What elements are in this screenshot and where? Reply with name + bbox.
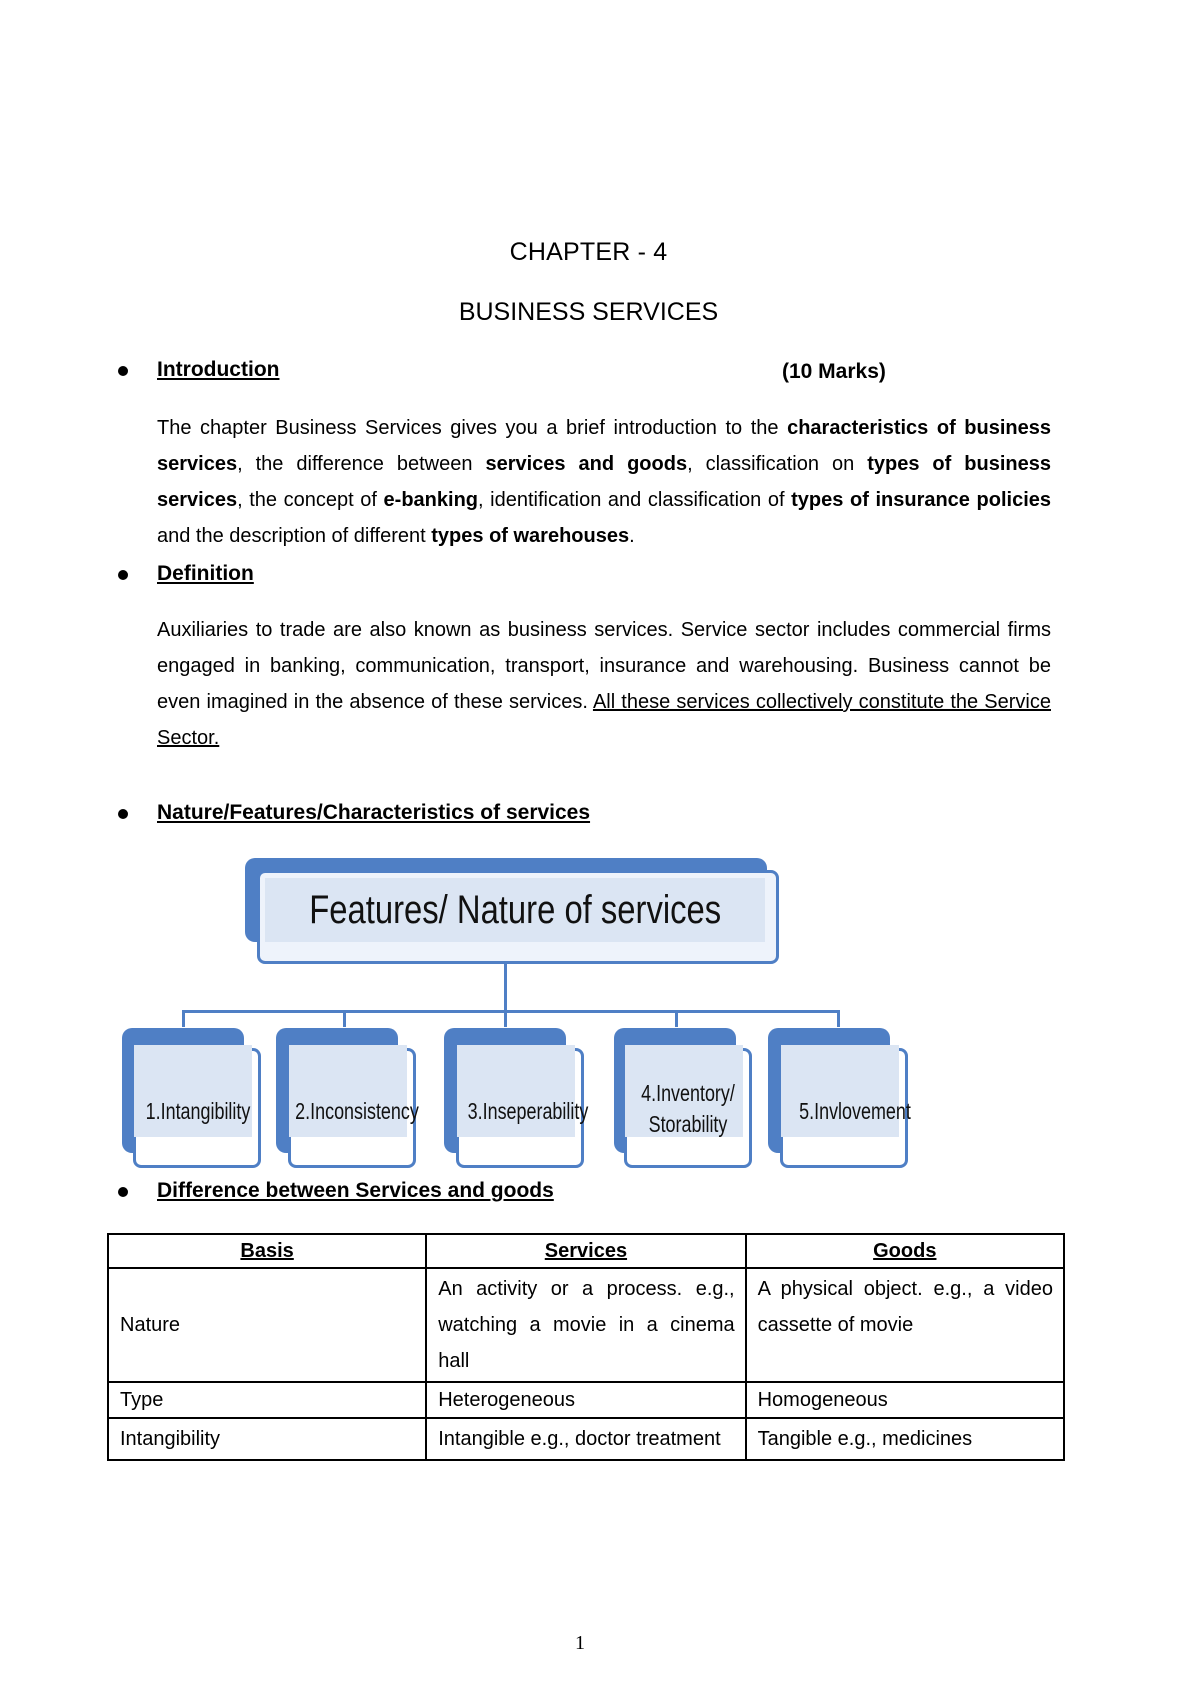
page-number: 1 (575, 1632, 585, 1654)
difference-table (107, 1233, 1065, 1461)
table-cell: A physical object. e.g., a video cassette of movie (746, 1268, 1064, 1382)
feature-label-2: 2.Inconsistency (295, 1098, 419, 1124)
connector-1 (182, 1010, 185, 1027)
table-header-goods: Goods (746, 1234, 1064, 1268)
table-cell: An activity or a process. e.g., watching a movie in a cinema hall (426, 1268, 745, 1382)
feature-label-5: 5.Invlovement (799, 1098, 911, 1124)
table-cell: Tangible e.g., medicines (746, 1418, 1064, 1460)
definition-heading: Definition (157, 562, 254, 585)
bullet-icon (118, 366, 128, 376)
table-header-row (108, 1234, 1064, 1268)
introduction-heading: Introduction (157, 358, 280, 381)
table-cell: Type (108, 1382, 426, 1418)
bullet-icon (118, 1187, 128, 1197)
connector-5 (837, 1010, 840, 1027)
connector-2 (343, 1010, 346, 1027)
table-header-services: Services (426, 1234, 745, 1268)
table-cell: Heterogeneous (426, 1382, 745, 1418)
definition-paragraph: Auxiliaries to trade are also known as business services. Service sector includes commercial firms engaged in banking, communication, transport, insurance and warehousing. Business cannot be even imagined in the absence of these services. All these services collectively constitute the Service Sector. (157, 619, 1051, 749)
chapter-title: CHAPTER - 4 (509, 238, 668, 266)
table-header-basis: Basis (108, 1234, 426, 1268)
nature-heading: Nature/Features/Characteristics of services (157, 801, 591, 824)
table-cell: Intangible e.g., doctor treatment (426, 1418, 745, 1460)
diagram-title: Features/ Nature of services (309, 887, 722, 932)
table-cell: Intangibility (108, 1418, 426, 1460)
difference-heading (132, 1179, 554, 1203)
bullet-icon (118, 809, 128, 819)
difference-heading-text: Difference between Services and goods (157, 1179, 554, 1202)
connector-4 (675, 1010, 678, 1027)
table-row (108, 1268, 1064, 1382)
connector-3 (504, 1010, 507, 1027)
diagram-title-wrap (265, 878, 765, 942)
connector-bar (182, 1010, 840, 1013)
table-row (108, 1418, 1064, 1460)
feature-label-4: 4.Inventory/ Storability (641, 1080, 735, 1137)
bullet-icon (118, 570, 128, 580)
table-row (108, 1382, 1064, 1418)
table-cell: Homogeneous (746, 1382, 1064, 1418)
connector-trunk (504, 964, 507, 1011)
introduction-paragraph: The chapter Business Services gives you a brief introduction to the characteristics of business services, the difference between services and goods, classification on types of business services, the concept of e-banking, identification and classification of types of insurance policies and the description of different types of warehouses. (157, 417, 1052, 547)
table-cell: Nature (108, 1268, 426, 1382)
marks-label: (10 Marks) (782, 360, 886, 383)
chapter-subject: BUSINESS SERVICES (458, 298, 719, 326)
feature-label-3: 3.Inseperability (467, 1098, 589, 1124)
feature-label-1: 1.Intangibility (145, 1098, 251, 1124)
